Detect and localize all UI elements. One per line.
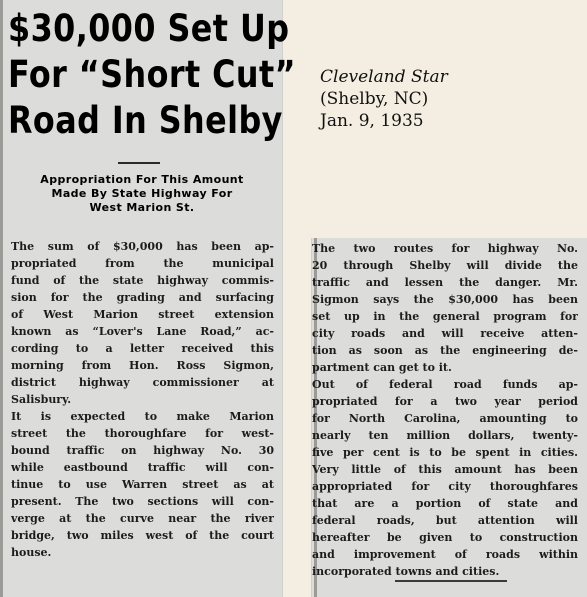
body-line: set up in the general program for [312, 310, 578, 323]
body-line: verge at the curve near the river [11, 512, 274, 525]
body-line: tinue to use Warren street as at [11, 478, 274, 491]
body-line: five per cent is to be spent in cities. [312, 446, 578, 459]
body-line: house. [11, 546, 52, 559]
body-line: cording to a letter received this [11, 342, 274, 355]
body-line: propriated from the municipal [11, 257, 274, 270]
body-line: The two routes for highway No. [312, 242, 578, 255]
headline-line-2: For “Short Cut” [8, 53, 296, 96]
headline-line-1: $30,000 Set Up [8, 7, 290, 50]
body-line: while eastbound traffic will con- [11, 461, 274, 474]
body-line: hereafter be given to construction [312, 531, 578, 544]
body-line: Very little of this amount has been [312, 463, 578, 476]
body-line: tion as soon as the engineering de- [312, 344, 578, 357]
subheadline-line-1: Appropriation For This Amount [40, 173, 244, 186]
body-line: appropriated for city thoroughfares [312, 480, 578, 493]
body-line: It is expected to make Marion [11, 410, 274, 423]
body-line: street the thoroughfare for west- [11, 427, 274, 440]
publication-location: (Shelby, NC) [320, 89, 429, 109]
headline-line-3: Road In Shelby [8, 99, 283, 142]
body-line: Sigmon says the $30,000 has been [312, 293, 578, 306]
body-line: city roads and will receive atten- [312, 327, 578, 340]
publication-name: Cleveland Star [320, 67, 448, 87]
body-line: for North Carolina, amounting to [312, 412, 578, 425]
article-body-right [312, 240, 578, 580]
subheadline [10, 173, 274, 215]
body-line: fund of the state highway commis- [11, 274, 274, 287]
subheadline-line-3: West Marion St. [89, 201, 195, 214]
body-line: traffic and lessen the danger. Mr. [312, 276, 578, 289]
body-line: present. The two sections will con- [11, 495, 274, 508]
body-line: morning from Hon. Ross Sigmon, [11, 359, 274, 372]
column-rule [0, 0, 3, 597]
headline [8, 6, 296, 144]
article-end-rule [395, 580, 507, 582]
body-line: The sum of $30,000 has been ap- [11, 240, 274, 253]
body-line: and improvement of roads within [312, 548, 578, 561]
publication-date: Jan. 9, 1935 [320, 111, 424, 131]
body-line: sion for the grading and surfacing [11, 291, 274, 304]
body-line: bound traffic on highway No. 30 [11, 444, 274, 457]
body-line: partment can get to it. [312, 361, 452, 374]
article-body-left [11, 238, 274, 561]
body-line: district highway commissioner at [11, 376, 274, 389]
body-line: incorporated towns and cities. [312, 565, 500, 578]
body-line: 20 through Shelby will divide the [312, 259, 578, 272]
body-line: nearly ten million dollars, twenty- [312, 429, 578, 442]
body-line: Salisbury. [11, 393, 72, 406]
body-line: bridge, two miles west of the court [11, 529, 274, 542]
body-line: known as “Lover's Lane Road,” ac- [11, 325, 274, 338]
body-line: of West Marion street extension [11, 308, 274, 321]
body-line: propriated for a two year period [312, 395, 578, 408]
headline-divider [118, 162, 160, 164]
body-line: Out of federal road funds ap- [312, 378, 578, 391]
body-line: that are a portion of state and [312, 497, 578, 510]
subheadline-line-2: Made By State Highway For [51, 187, 233, 200]
body-line: federal roads, but attention will [312, 514, 578, 527]
source-caption [320, 66, 448, 132]
